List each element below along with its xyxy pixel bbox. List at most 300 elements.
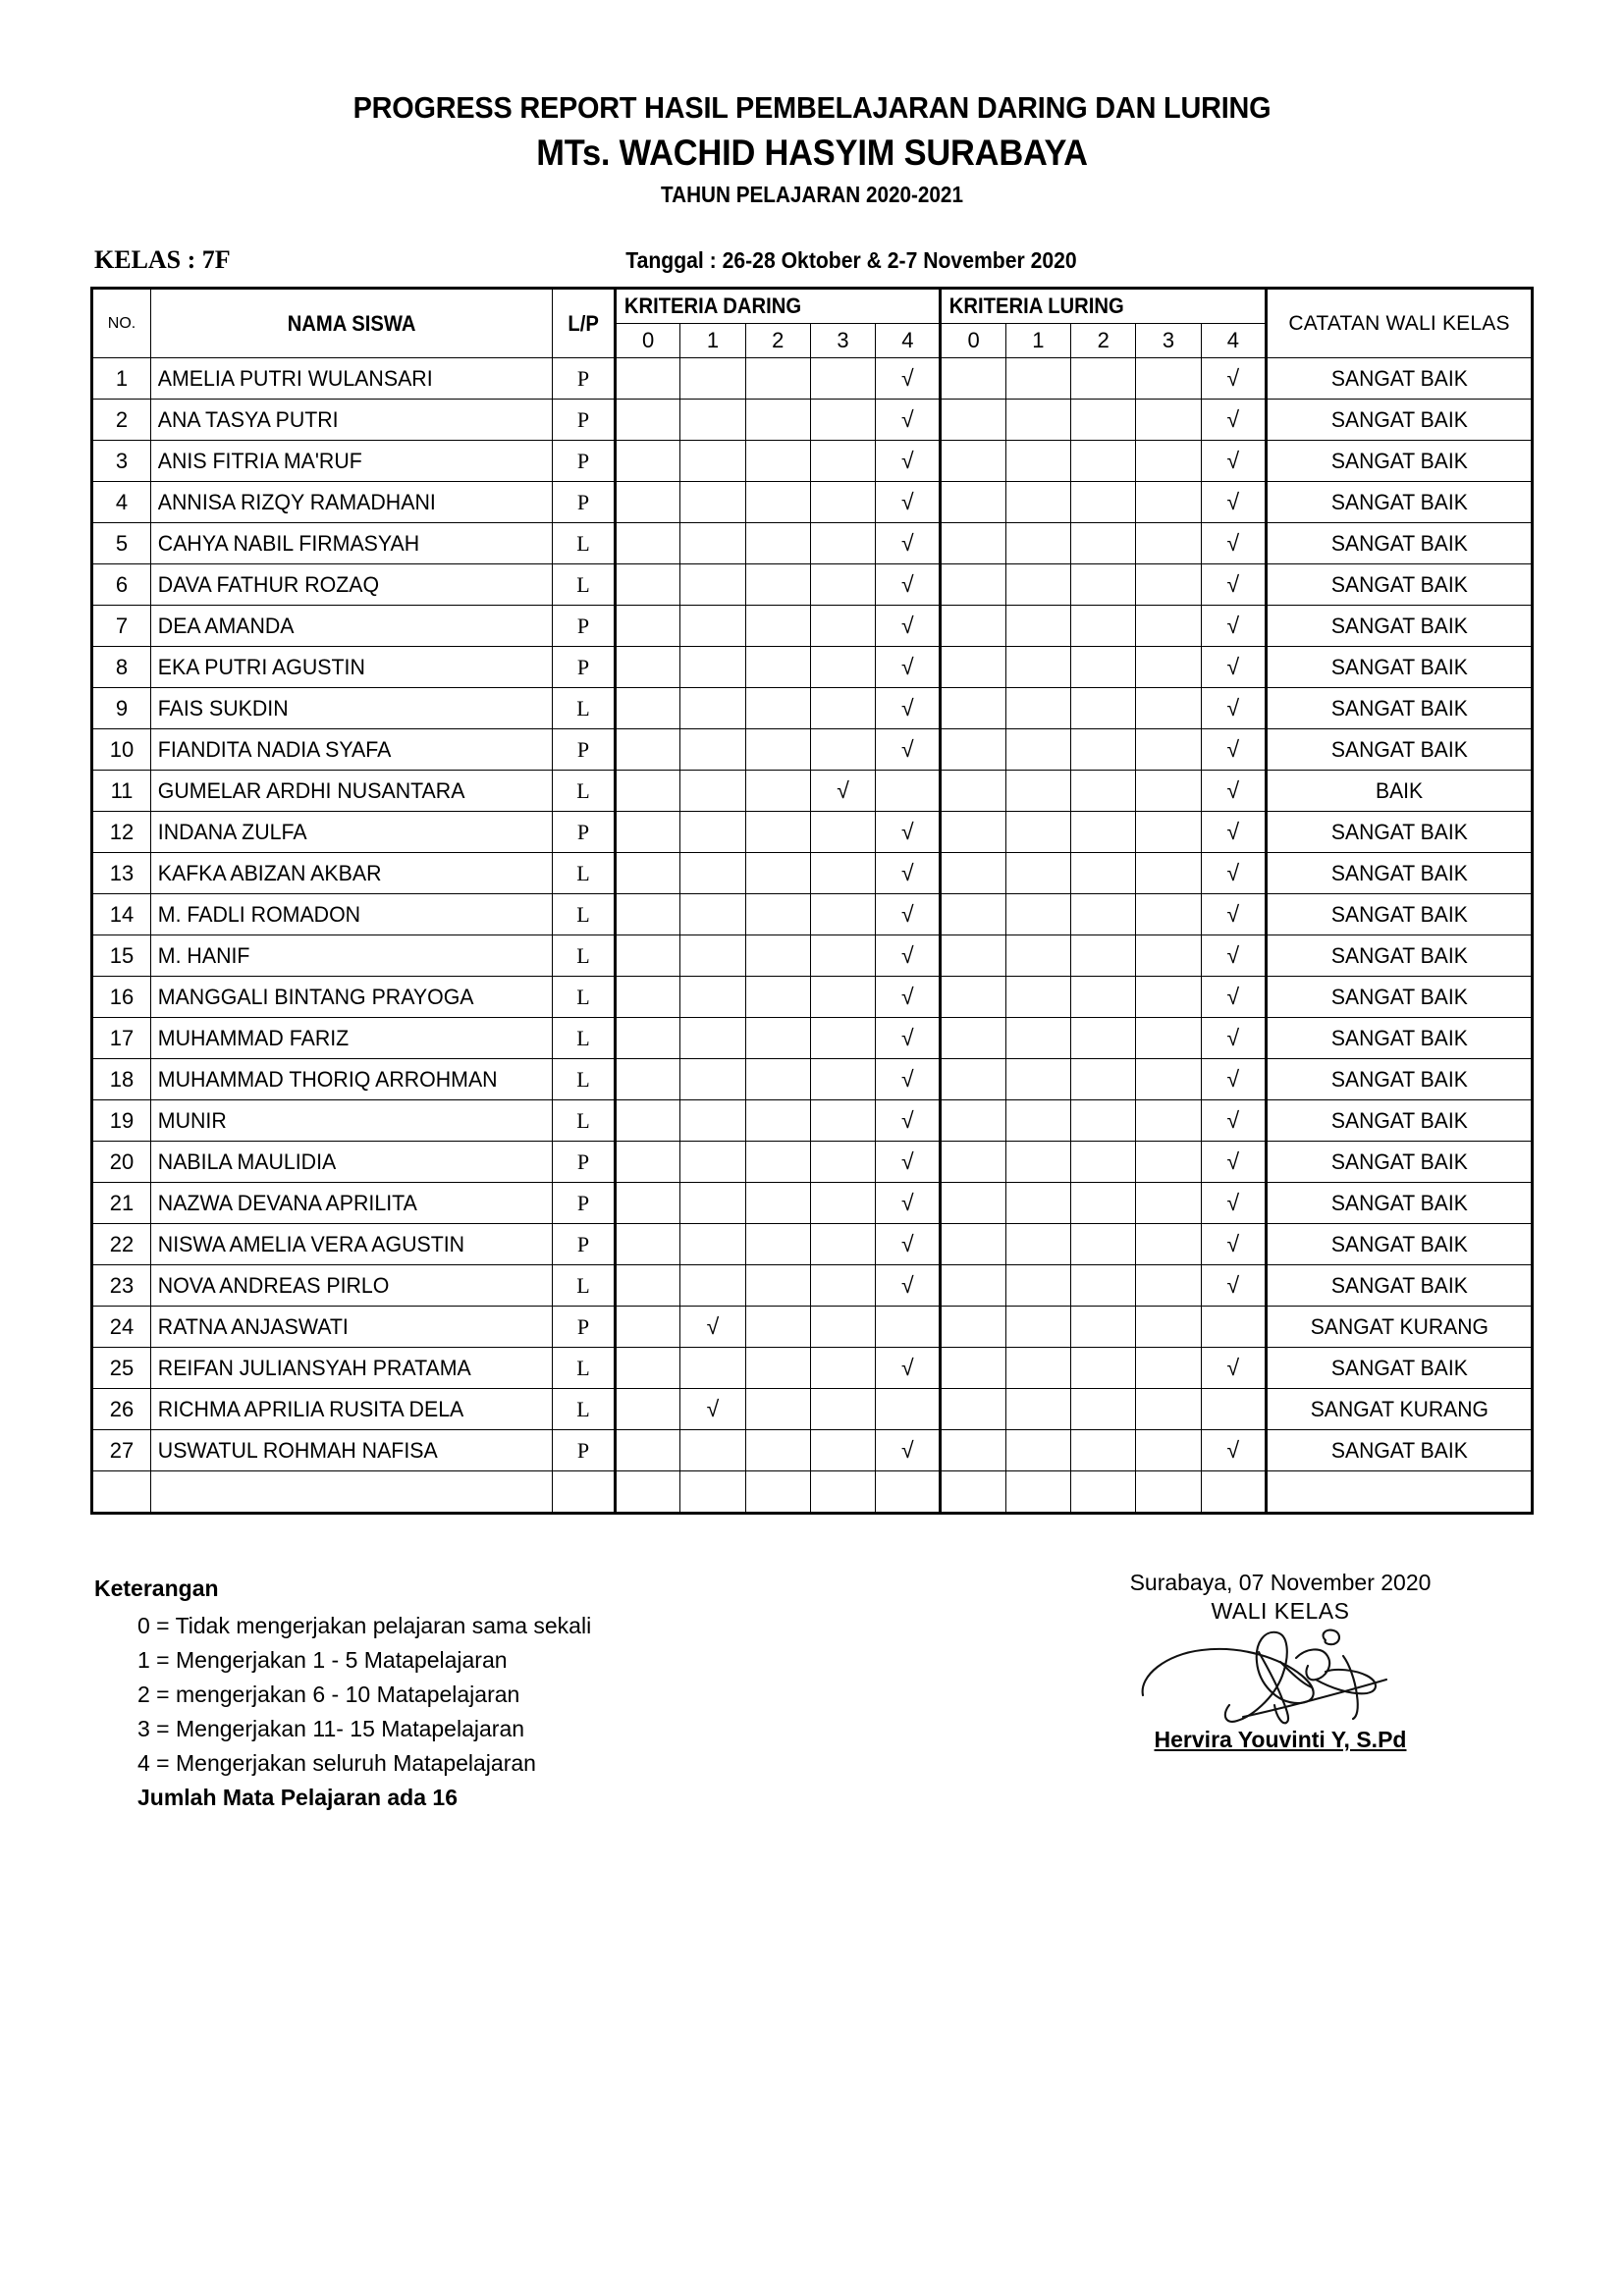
daring-cell-3 <box>810 564 875 606</box>
luring-cell-2 <box>1071 647 1136 688</box>
luring-cell-4: √ <box>1201 441 1266 482</box>
teacher-note-cell <box>1267 1100 1533 1142</box>
row-number: 16 <box>92 977 151 1018</box>
daring-cell-3 <box>810 688 875 729</box>
daring-cell-0 <box>616 606 680 647</box>
luring-cell-2 <box>1071 853 1136 894</box>
document-header <box>0 0 1624 208</box>
teacher-note-cell <box>1267 1389 1533 1430</box>
daring-cell-1 <box>680 606 745 647</box>
daring-cell-2 <box>745 729 810 771</box>
teacher-note: SANGAT BAIK <box>1330 1437 1468 1463</box>
teacher-note-cell <box>1267 1348 1533 1389</box>
row-number: 14 <box>92 894 151 935</box>
luring-cell-3 <box>1136 894 1201 935</box>
luring-cell-1 <box>1005 564 1070 606</box>
daring-cell-3 <box>810 358 875 400</box>
daring-cell-1 <box>680 688 745 729</box>
legend-block <box>94 1575 591 1811</box>
student-name: NISWA AMELIA VERA AGUSTIN <box>157 1231 465 1256</box>
teacher-note: SANGAT BAIK <box>1330 1190 1468 1215</box>
luring-cell-4: √ <box>1201 1183 1266 1224</box>
luring-cell-2 <box>1071 441 1136 482</box>
luring-cell-4: √ <box>1201 1142 1266 1183</box>
daring-cell-0 <box>616 1389 680 1430</box>
daring-cell-2 <box>745 771 810 812</box>
daring-cell-0 <box>616 1183 680 1224</box>
table-row <box>92 894 1533 935</box>
luring-cell-1 <box>1005 1142 1070 1183</box>
teacher-note: SANGAT BAIK <box>1330 365 1468 391</box>
teacher-note: SANGAT BAIK <box>1330 1025 1468 1050</box>
luring-cell-4: √ <box>1201 977 1266 1018</box>
luring-cell-3 <box>1136 688 1201 729</box>
academic-year: TAHUN PELAJARAN 2020-2021 <box>661 181 963 207</box>
luring-cell-4: √ <box>1201 523 1266 564</box>
daring-cell-0 <box>616 358 680 400</box>
daring-cell-1 <box>680 853 745 894</box>
daring-cell-2 <box>745 1348 810 1389</box>
student-name-cell <box>151 441 553 482</box>
gender-cell: P <box>553 482 616 523</box>
gender-cell: P <box>553 1142 616 1183</box>
luring-cell-2 <box>1071 1430 1136 1471</box>
daring-cell-3 <box>810 894 875 935</box>
table-row <box>92 482 1533 523</box>
luring-cell-0 <box>941 1224 1005 1265</box>
luring-cell-0 <box>941 400 1005 441</box>
teacher-note: SANGAT BAIK <box>1330 860 1468 885</box>
luring-cell-1 <box>1005 400 1070 441</box>
luring-cell-1 <box>1005 647 1070 688</box>
col-header-nama-label: NAMA SISWA <box>287 310 416 336</box>
luring-cell-0 <box>941 688 1005 729</box>
daring-cell-1 <box>680 729 745 771</box>
luring-cell-2 <box>1071 812 1136 853</box>
luring-cell-3 <box>1136 1183 1201 1224</box>
table-row <box>92 400 1533 441</box>
gender-cell: P <box>553 812 616 853</box>
luring-cell-1 <box>1005 1389 1070 1430</box>
luring-cell-0 <box>941 1471 1005 1514</box>
luring-cell-1 <box>1005 358 1070 400</box>
luring-cell-2 <box>1071 894 1136 935</box>
luring-cell-3 <box>1136 358 1201 400</box>
luring-cell-0 <box>941 812 1005 853</box>
luring-cell-4: √ <box>1201 1100 1266 1142</box>
luring-cell-0 <box>941 441 1005 482</box>
daring-cell-2 <box>745 1018 810 1059</box>
luring-cell-4: √ <box>1201 1265 1266 1307</box>
gender-cell: P <box>553 1430 616 1471</box>
luring-cell-1 <box>1005 935 1070 977</box>
col-header-daring-1: 1 <box>680 324 745 358</box>
student-name-cell <box>151 688 553 729</box>
daring-cell-4: √ <box>876 482 941 523</box>
daring-cell-0 <box>616 688 680 729</box>
luring-cell-0 <box>941 358 1005 400</box>
table-row <box>92 523 1533 564</box>
teacher-note-cell <box>1267 1430 1533 1471</box>
luring-cell-2 <box>1071 1183 1136 1224</box>
daring-cell-0 <box>616 1018 680 1059</box>
luring-cell-4: √ <box>1201 935 1266 977</box>
col-header-luring-4: 4 <box>1201 324 1266 358</box>
luring-cell-3 <box>1136 1389 1201 1430</box>
teacher-note-cell <box>1267 1307 1533 1348</box>
daring-cell-2 <box>745 1430 810 1471</box>
daring-cell-4: √ <box>876 606 941 647</box>
student-name-cell <box>151 1348 553 1389</box>
teacher-note-cell <box>1267 771 1533 812</box>
daring-cell-0 <box>616 482 680 523</box>
daring-cell-0 <box>616 894 680 935</box>
student-name-cell <box>151 853 553 894</box>
student-name-cell <box>151 1183 553 1224</box>
daring-cell-4: √ <box>876 647 941 688</box>
daring-cell-0 <box>616 935 680 977</box>
luring-cell-1 <box>1005 1018 1070 1059</box>
teacher-note: SANGAT BAIK <box>1330 489 1468 514</box>
luring-cell-0 <box>941 1018 1005 1059</box>
daring-cell-0 <box>616 977 680 1018</box>
daring-cell-0 <box>616 1265 680 1307</box>
daring-cell-3 <box>810 977 875 1018</box>
teacher-note-cell <box>1267 482 1533 523</box>
luring-cell-1 <box>1005 606 1070 647</box>
teacher-note-cell <box>1267 1183 1533 1224</box>
luring-cell-2 <box>1071 358 1136 400</box>
table-row <box>92 1183 1533 1224</box>
daring-cell-2 <box>745 441 810 482</box>
table-row <box>92 1142 1533 1183</box>
date-range-label: Tanggal : 26-28 Oktober & 2-7 November 2020 <box>625 247 1077 274</box>
daring-cell-2 <box>745 1224 810 1265</box>
daring-cell-2 <box>745 1471 810 1514</box>
table-row <box>92 606 1533 647</box>
student-name: M. FADLI ROMADON <box>157 901 361 927</box>
legend-items <box>94 1609 591 1781</box>
col-header-daring-4: 4 <box>876 324 941 358</box>
gender-cell: P <box>553 1224 616 1265</box>
luring-cell-3 <box>1136 853 1201 894</box>
table-row <box>92 935 1533 977</box>
luring-cell-4: √ <box>1201 688 1266 729</box>
luring-cell-3 <box>1136 1224 1201 1265</box>
daring-cell-3 <box>810 1059 875 1100</box>
row-number: 12 <box>92 812 151 853</box>
luring-cell-4: √ <box>1201 358 1266 400</box>
daring-cell-4: √ <box>876 1018 941 1059</box>
luring-cell-1 <box>1005 729 1070 771</box>
student-name: AMELIA PUTRI WULANSARI <box>157 365 433 391</box>
luring-cell-3 <box>1136 1018 1201 1059</box>
daring-cell-2 <box>745 1142 810 1183</box>
table-row <box>92 812 1533 853</box>
meta-row <box>90 245 1534 279</box>
daring-cell-3 <box>810 1142 875 1183</box>
teacher-note: BAIK <box>1375 777 1424 803</box>
daring-cell-4: √ <box>876 812 941 853</box>
daring-cell-4: √ <box>876 1142 941 1183</box>
daring-cell-3 <box>810 935 875 977</box>
luring-cell-2 <box>1071 977 1136 1018</box>
col-header-daring-group <box>616 289 941 324</box>
table-header-row-top <box>92 289 1533 324</box>
daring-cell-1 <box>680 1471 745 1514</box>
row-number: 27 <box>92 1430 151 1471</box>
luring-cell-0 <box>941 977 1005 1018</box>
daring-cell-0 <box>616 1307 680 1348</box>
row-number: 25 <box>92 1348 151 1389</box>
daring-cell-3 <box>810 812 875 853</box>
daring-cell-4: √ <box>876 853 941 894</box>
luring-cell-4: √ <box>1201 1224 1266 1265</box>
luring-cell-1 <box>1005 1471 1070 1514</box>
luring-cell-0 <box>941 1059 1005 1100</box>
luring-cell-0 <box>941 1100 1005 1142</box>
document-footer <box>90 1570 1534 1831</box>
gender-cell: P <box>553 606 616 647</box>
teacher-note: SANGAT BAIK <box>1330 1066 1468 1092</box>
daring-cell-0 <box>616 564 680 606</box>
table-row <box>92 977 1533 1018</box>
daring-cell-1 <box>680 400 745 441</box>
student-name-cell <box>151 358 553 400</box>
table-row <box>92 1389 1533 1430</box>
student-name: M. HANIF <box>157 942 250 968</box>
gender-cell: L <box>553 1348 616 1389</box>
daring-cell-1 <box>680 358 745 400</box>
luring-cell-3 <box>1136 606 1201 647</box>
luring-cell-3 <box>1136 523 1201 564</box>
row-number: 15 <box>92 935 151 977</box>
luring-cell-3 <box>1136 729 1201 771</box>
luring-cell-0 <box>941 1307 1005 1348</box>
daring-cell-2 <box>745 564 810 606</box>
daring-cell-2 <box>745 935 810 977</box>
luring-cell-4: √ <box>1201 853 1266 894</box>
student-name: REIFAN JULIANSYAH PRATAMA <box>157 1355 471 1380</box>
gender-cell: L <box>553 523 616 564</box>
legend-title: Keterangan <box>94 1575 219 1602</box>
daring-cell-3 <box>810 523 875 564</box>
gender-cell: L <box>553 771 616 812</box>
gender-cell: L <box>553 1265 616 1307</box>
student-name: CAHYA NABIL FIRMASYAH <box>157 530 420 556</box>
row-number: 9 <box>92 688 151 729</box>
daring-cell-3 <box>810 441 875 482</box>
luring-cell-3 <box>1136 1265 1201 1307</box>
luring-cell-3 <box>1136 1307 1201 1348</box>
luring-cell-3 <box>1136 935 1201 977</box>
table-row <box>92 771 1533 812</box>
luring-cell-2 <box>1071 1100 1136 1142</box>
student-name-cell <box>151 935 553 977</box>
report-title-line1: PROGRESS REPORT HASIL PEMBELAJARAN DARING DAN LURING <box>352 90 1272 125</box>
daring-cell-2 <box>745 1265 810 1307</box>
luring-cell-3 <box>1136 1348 1201 1389</box>
daring-cell-1 <box>680 1018 745 1059</box>
gender-cell: L <box>553 1059 616 1100</box>
student-name: FIANDITA NADIA SYAFA <box>157 736 392 762</box>
luring-cell-0 <box>941 1142 1005 1183</box>
row-number: 13 <box>92 853 151 894</box>
col-header-lp-label: L/P <box>568 310 599 336</box>
teacher-note: SANGAT BAIK <box>1330 448 1468 473</box>
daring-cell-3 <box>810 1018 875 1059</box>
teacher-note: SANGAT BAIK <box>1330 942 1468 968</box>
row-number: 18 <box>92 1059 151 1100</box>
teacher-note: SANGAT BAIK <box>1330 406 1468 432</box>
row-number: 26 <box>92 1389 151 1430</box>
signature-role: WALI KELAS <box>1211 1598 1350 1625</box>
legend-total: Jumlah Mata Pelajaran ada 16 <box>137 1785 458 1811</box>
legend-item: 3 = Mengerjakan 11- 15 Matapelajaran <box>137 1716 525 1742</box>
daring-cell-2 <box>745 1059 810 1100</box>
teacher-note-cell <box>1267 606 1533 647</box>
col-header-daring-3: 3 <box>810 324 875 358</box>
col-header-luring-1: 1 <box>1005 324 1070 358</box>
daring-cell-1 <box>680 441 745 482</box>
teacher-note: SANGAT BAIK <box>1330 1355 1468 1380</box>
table-row <box>92 688 1533 729</box>
legend-item: 0 = Tidak mengerjakan pelajaran sama sekali <box>137 1613 592 1639</box>
daring-cell-0 <box>616 1100 680 1142</box>
daring-cell-4: √ <box>876 1224 941 1265</box>
gender-cell: P <box>553 400 616 441</box>
daring-cell-0 <box>616 1430 680 1471</box>
student-name-cell <box>151 1430 553 1471</box>
student-name-cell <box>151 1307 553 1348</box>
luring-cell-2 <box>1071 771 1136 812</box>
daring-cell-2 <box>745 1183 810 1224</box>
teacher-note: SANGAT BAIK <box>1330 613 1468 638</box>
luring-cell-2 <box>1071 729 1136 771</box>
table-row <box>92 1224 1533 1265</box>
daring-cell-0 <box>616 441 680 482</box>
student-name-cell <box>151 771 553 812</box>
luring-cell-1 <box>1005 1307 1070 1348</box>
luring-cell-0 <box>941 1265 1005 1307</box>
daring-cell-0 <box>616 523 680 564</box>
daring-cell-0 <box>616 1224 680 1265</box>
luring-cell-0 <box>941 935 1005 977</box>
daring-cell-0 <box>616 729 680 771</box>
teacher-note-cell <box>1267 688 1533 729</box>
daring-cell-1 <box>680 1183 745 1224</box>
luring-cell-0 <box>941 606 1005 647</box>
daring-cell-3 <box>810 647 875 688</box>
luring-cell-0 <box>941 1389 1005 1430</box>
luring-cell-4 <box>1201 1471 1266 1514</box>
daring-cell-1 <box>680 1142 745 1183</box>
legend-item: 1 = Mengerjakan 1 - 5 Matapelajaran <box>137 1647 508 1674</box>
daring-cell-1 <box>680 935 745 977</box>
row-number: 5 <box>92 523 151 564</box>
luring-cell-4: √ <box>1201 482 1266 523</box>
student-name-cell <box>151 482 553 523</box>
student-name-cell <box>151 812 553 853</box>
teacher-note-cell <box>1267 647 1533 688</box>
teacher-note: SANGAT BAIK <box>1330 901 1468 927</box>
daring-cell-4: √ <box>876 358 941 400</box>
daring-cell-4 <box>876 1471 941 1514</box>
gender-cell: L <box>553 688 616 729</box>
luring-cell-3 <box>1136 1100 1201 1142</box>
teacher-note: SANGAT BAIK <box>1330 1107 1468 1133</box>
daring-cell-2 <box>745 1389 810 1430</box>
daring-cell-2 <box>745 400 810 441</box>
gender-cell: L <box>553 853 616 894</box>
table-row <box>92 1100 1533 1142</box>
gender-cell: L <box>553 935 616 977</box>
table-row <box>92 1471 1533 1514</box>
luring-cell-1 <box>1005 482 1070 523</box>
daring-cell-3 <box>810 1183 875 1224</box>
luring-cell-3 <box>1136 1059 1201 1100</box>
teacher-note-cell <box>1267 1471 1533 1514</box>
students-table-wrapper <box>90 287 1534 1515</box>
luring-cell-3 <box>1136 1430 1201 1471</box>
daring-cell-0 <box>616 647 680 688</box>
daring-cell-0 <box>616 1142 680 1183</box>
daring-cell-4: √ <box>876 1183 941 1224</box>
luring-cell-1 <box>1005 1348 1070 1389</box>
luring-cell-0 <box>941 564 1005 606</box>
student-name-cell <box>151 1265 553 1307</box>
luring-cell-0 <box>941 523 1005 564</box>
luring-cell-2 <box>1071 1471 1136 1514</box>
daring-cell-2 <box>745 1307 810 1348</box>
daring-cell-3 <box>810 1100 875 1142</box>
student-name: INDANA ZULFA <box>157 819 307 844</box>
col-header-luring-3: 3 <box>1136 324 1201 358</box>
luring-cell-2 <box>1071 1142 1136 1183</box>
daring-cell-1: √ <box>680 1389 745 1430</box>
gender-cell <box>553 1471 616 1514</box>
student-name-cell <box>151 1471 553 1514</box>
table-row <box>92 1265 1533 1307</box>
student-name-cell <box>151 1018 553 1059</box>
col-header-daring-2: 2 <box>745 324 810 358</box>
teacher-note: SANGAT KURANG <box>1310 1396 1489 1421</box>
luring-cell-3 <box>1136 1142 1201 1183</box>
daring-cell-4: √ <box>876 441 941 482</box>
luring-cell-4: √ <box>1201 1430 1266 1471</box>
daring-cell-0 <box>616 1471 680 1514</box>
student-name-cell <box>151 523 553 564</box>
student-name: MUNIR <box>157 1107 227 1133</box>
table-row <box>92 1348 1533 1389</box>
daring-cell-3 <box>810 853 875 894</box>
daring-cell-1 <box>680 564 745 606</box>
student-name-cell <box>151 1100 553 1142</box>
col-header-catatan-label: CATATAN WALI KELAS <box>1288 311 1510 335</box>
student-name: NABILA MAULIDIA <box>157 1148 337 1174</box>
table-row <box>92 729 1533 771</box>
teacher-note: SANGAT BAIK <box>1330 736 1468 762</box>
luring-cell-2 <box>1071 564 1136 606</box>
daring-cell-1 <box>680 1430 745 1471</box>
gender-cell: L <box>553 564 616 606</box>
daring-cell-0 <box>616 771 680 812</box>
teacher-note-cell <box>1267 400 1533 441</box>
student-name: MUHAMMAD THORIQ ARROHMAN <box>157 1066 498 1092</box>
luring-cell-4: √ <box>1201 400 1266 441</box>
luring-cell-4: √ <box>1201 1059 1266 1100</box>
teacher-note-cell <box>1267 1018 1533 1059</box>
